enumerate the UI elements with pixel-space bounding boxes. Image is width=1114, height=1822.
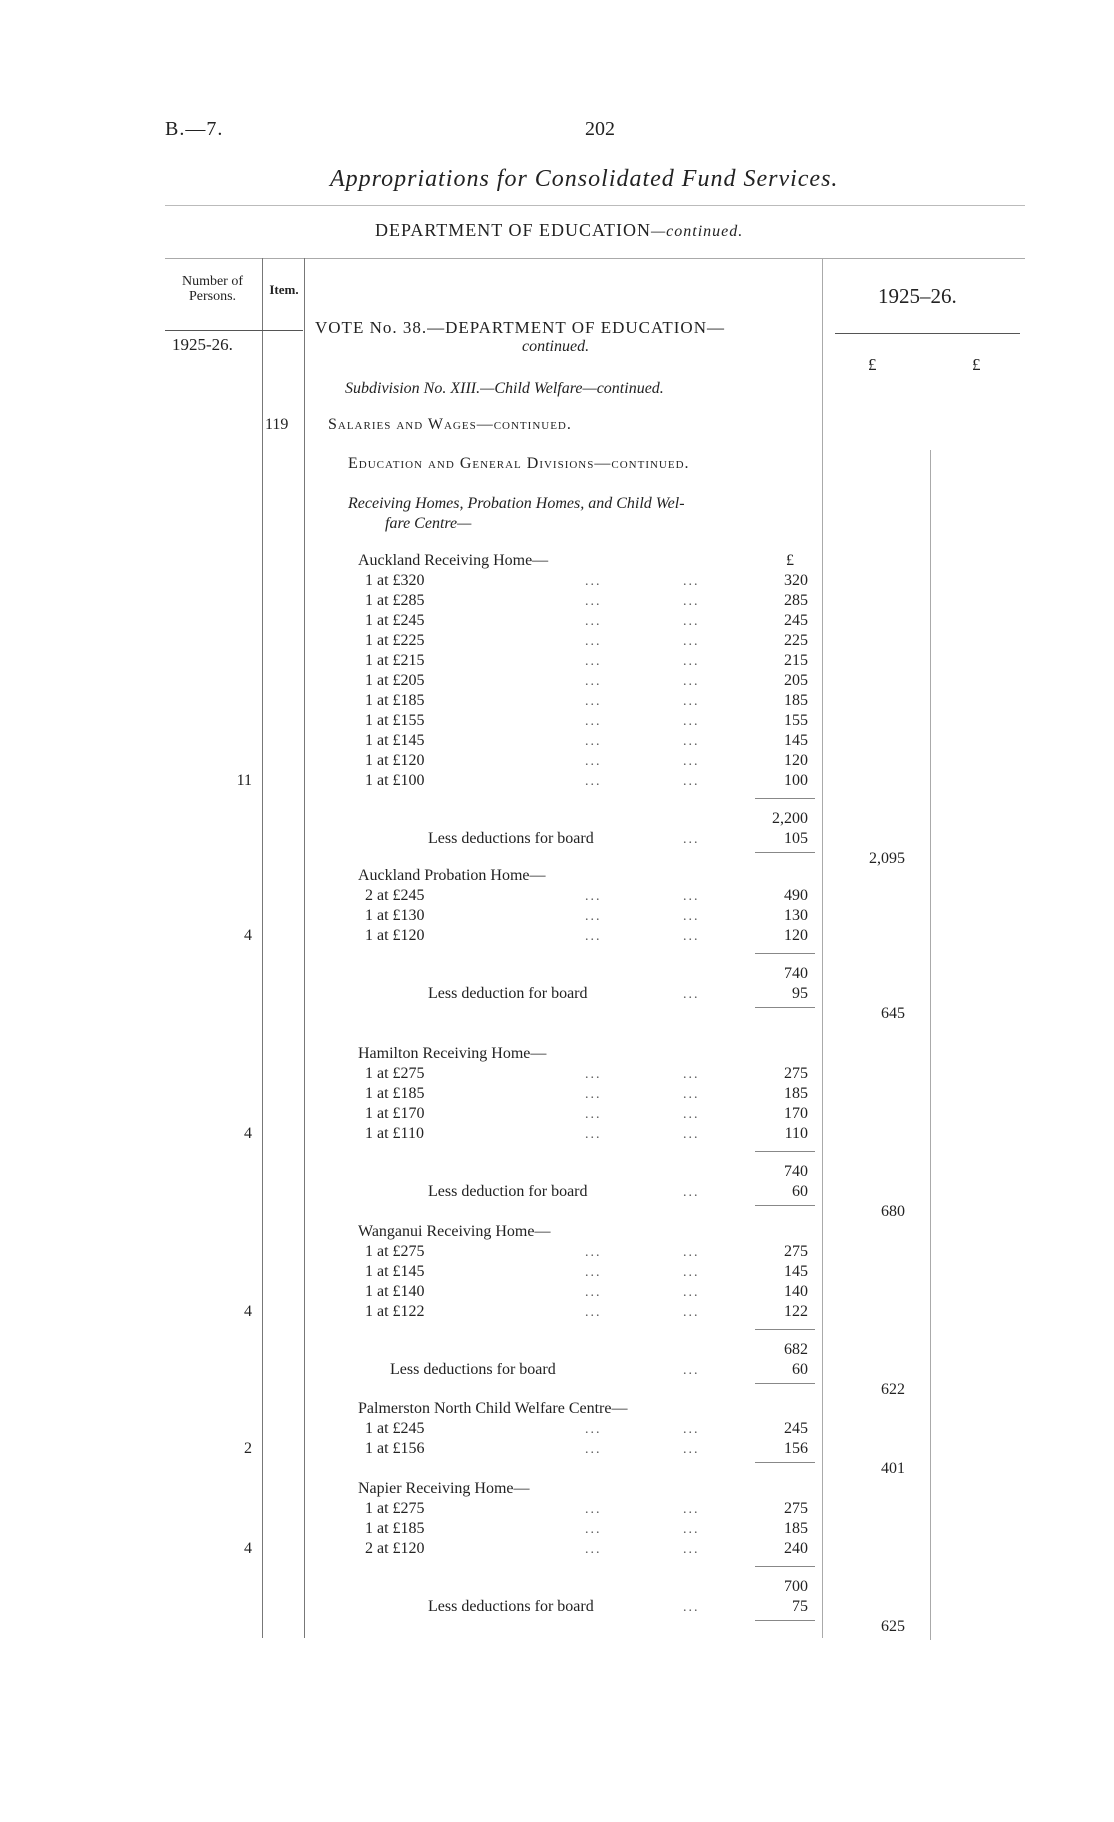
salary-line-label: 1 at £155: [365, 712, 425, 729]
leader-dots: ...: [683, 889, 700, 904]
group-name: Auckland Probation Home—: [358, 867, 546, 884]
salary-line-label: 1 at £122: [365, 1303, 425, 1320]
net-rule: [755, 1205, 815, 1206]
salary-line-label: 1 at £170: [365, 1105, 425, 1122]
salary-line-amount: 100: [784, 772, 808, 789]
leader-dots: ...: [585, 594, 602, 609]
leader-dots: ...: [585, 1305, 602, 1320]
salary-line-amount: 120: [784, 927, 808, 944]
leader-dots: ...: [585, 714, 602, 729]
salary-line-label: 1 at £245: [365, 1420, 425, 1437]
salary-line-label: 1 at £110: [365, 1125, 424, 1142]
leader-dots: ...: [683, 594, 700, 609]
right-column-divider: [930, 450, 931, 1640]
header-underline-right: [835, 333, 1020, 334]
title-rule: [165, 205, 1025, 206]
leader-dots: ...: [585, 1127, 602, 1142]
leader-dots: ...: [683, 1502, 700, 1517]
leader-dots: ...: [585, 909, 602, 924]
pound-column-1: £: [868, 355, 877, 374]
leader-dots: ...: [683, 929, 700, 944]
salary-line-label: 1 at £156: [365, 1440, 425, 1457]
salary-line-amount: 140: [784, 1283, 808, 1300]
subtotal-rule: [755, 1151, 815, 1152]
leader-dots: ...: [683, 832, 700, 847]
net-rule: [755, 1620, 815, 1621]
leader-dots: ...: [683, 1522, 700, 1537]
leader-dots: ...: [585, 1502, 602, 1517]
leader-dots: ...: [683, 909, 700, 924]
salary-line-amount: 110: [784, 1125, 808, 1142]
header-underline-left: [165, 330, 303, 331]
salary-line-amount: 240: [784, 1540, 808, 1557]
leader-dots: ...: [585, 1442, 602, 1457]
leader-dots: ...: [585, 1107, 602, 1122]
number-of-persons: 4: [244, 1125, 252, 1142]
persons-column-divider: [262, 258, 263, 1638]
leader-dots: ...: [585, 674, 602, 689]
salary-line-amount: 285: [784, 592, 808, 609]
salary-line-amount: 275: [784, 1065, 808, 1082]
item-header: Item.: [269, 282, 299, 297]
number-of-persons: 4: [244, 927, 252, 944]
number-of-persons: 4: [244, 1540, 252, 1557]
leader-dots: ...: [585, 1087, 602, 1102]
salary-line-label: 1 at £205: [365, 672, 425, 689]
leader-dots: ...: [683, 1363, 700, 1378]
salary-line-label: 1 at £185: [365, 1085, 425, 1102]
group-subtotal: 740: [784, 965, 808, 982]
group-net-total: 680: [881, 1203, 905, 1220]
table-top-rule: [165, 258, 1025, 259]
salary-line-label: 1 at £225: [365, 632, 425, 649]
leader-dots: ...: [585, 754, 602, 769]
leader-dots: ...: [683, 694, 700, 709]
subtotal-rule: [755, 1329, 815, 1330]
pound-sign: £: [786, 552, 794, 569]
leader-dots: ...: [683, 1087, 700, 1102]
leader-dots: ...: [683, 654, 700, 669]
salary-line-amount: 490: [784, 887, 808, 904]
leader-dots: ...: [585, 1265, 602, 1280]
page-title: Appropriations for Consolidated Fund Services.: [330, 166, 839, 192]
leader-dots: ...: [683, 734, 700, 749]
document-reference: B.—7.: [165, 118, 224, 140]
deduction-label: Less deductions for board: [428, 1598, 594, 1615]
salary-line-label: 2 at £120: [365, 1540, 425, 1557]
salary-line-amount: 245: [784, 1420, 808, 1437]
net-rule: [755, 1383, 815, 1384]
deduction-label: Less deductions for board: [390, 1361, 556, 1378]
net-rule: [755, 1462, 815, 1463]
leader-dots: ...: [683, 574, 700, 589]
salary-line-label: 1 at £100: [365, 772, 425, 789]
group-net-total: 622: [881, 1381, 905, 1398]
salary-line-label: 1 at £275: [365, 1500, 425, 1517]
salary-line-amount: 205: [784, 672, 808, 689]
salary-line-amount: 215: [784, 652, 808, 669]
leader-dots: ...: [683, 774, 700, 789]
leader-dots: ...: [683, 634, 700, 649]
leader-dots: ...: [683, 714, 700, 729]
leader-dots: ...: [683, 1422, 700, 1437]
leader-dots: ...: [585, 774, 602, 789]
group-name: Hamilton Receiving Home—: [358, 1045, 547, 1062]
salary-line-amount: 145: [784, 732, 808, 749]
department-name: DEPARTMENT OF EDUCATION: [375, 220, 651, 240]
year-left: 1925-26.: [172, 335, 233, 354]
leader-dots: ...: [585, 1422, 602, 1437]
salary-line-label: 1 at £130: [365, 907, 425, 924]
page-number: 202: [585, 118, 615, 140]
salary-line-amount: 156: [784, 1440, 808, 1457]
group-name: Napier Receiving Home—: [358, 1480, 530, 1497]
item-column-divider: [304, 258, 305, 1638]
vote-heading: VOTE No. 38.—DEPARTMENT OF EDUCATION—: [315, 318, 725, 337]
salary-line-label: 1 at £120: [365, 752, 425, 769]
deduction-amount: 75: [792, 1598, 808, 1615]
salary-line-label: 1 at £185: [365, 1520, 425, 1537]
leader-dots: ...: [585, 614, 602, 629]
leader-dots: ...: [585, 889, 602, 904]
leader-dots: ...: [585, 1542, 602, 1557]
salary-line-amount: 185: [784, 692, 808, 709]
group-net-total: 645: [881, 1005, 905, 1022]
group-net-total: 625: [881, 1618, 905, 1635]
leader-dots: ...: [683, 754, 700, 769]
salary-line-label: 1 at £145: [365, 1263, 425, 1280]
receiving-homes-heading: Receiving Homes, Probation Homes, and Child Wel-: [348, 495, 685, 512]
receiving-homes-heading-cont: fare Centre—: [385, 515, 472, 532]
group-subtotal: 700: [784, 1578, 808, 1595]
leader-dots: ...: [683, 614, 700, 629]
leader-dots: ...: [683, 1442, 700, 1457]
subtotal-rule: [755, 1566, 815, 1567]
group-subtotal: 2,200: [772, 810, 808, 827]
amount-column-divider: [822, 258, 823, 1638]
item-number: 119: [265, 416, 289, 433]
year-right: 1925–26.: [878, 284, 957, 308]
group-name: Palmerston North Child Welfare Centre—: [358, 1400, 628, 1417]
education-divisions-heading: Education and General Divisions—continued.: [348, 455, 690, 472]
salary-line-amount: 320: [784, 572, 808, 589]
salary-line-amount: 275: [784, 1500, 808, 1517]
leader-dots: ...: [585, 1522, 602, 1537]
deduction-label: Less deduction for board: [428, 985, 588, 1002]
leader-dots: ...: [683, 1067, 700, 1082]
salary-line-amount: 185: [784, 1085, 808, 1102]
salary-line-label: 1 at £245: [365, 612, 425, 629]
number-of-persons: 11: [236, 772, 252, 789]
salary-line-amount: 275: [784, 1243, 808, 1260]
department-suffix: —continued.: [650, 223, 744, 240]
deduction-label: Less deductions for board: [428, 830, 594, 847]
leader-dots: ...: [683, 674, 700, 689]
salary-line-amount: 225: [784, 632, 808, 649]
salary-line-label: 1 at £145: [365, 732, 425, 749]
leader-dots: ...: [585, 1285, 602, 1300]
salary-line-label: 1 at £215: [365, 652, 425, 669]
department-heading: [375, 220, 743, 241]
salary-line-label: 1 at £275: [365, 1065, 425, 1082]
leader-dots: ...: [683, 1542, 700, 1557]
leader-dots: ...: [683, 987, 700, 1002]
salary-line-amount: 120: [784, 752, 808, 769]
subdivision-heading: Subdivision No. XIII.—Child Welfare—continued.: [345, 380, 664, 397]
leader-dots: ...: [683, 1600, 700, 1615]
net-rule: [755, 852, 815, 853]
leader-dots: ...: [585, 654, 602, 669]
deduction-label: Less deduction for board: [428, 1183, 588, 1200]
group-net-total: 2,095: [869, 850, 905, 867]
group-name: Auckland Receiving Home—: [358, 552, 549, 569]
deduction-amount: 95: [792, 985, 808, 1002]
leader-dots: ...: [585, 634, 602, 649]
leader-dots: ...: [683, 1107, 700, 1122]
pound-column-2: £: [972, 355, 981, 374]
salary-line-label: 1 at £320: [365, 572, 425, 589]
leader-dots: ...: [585, 574, 602, 589]
subtotal-rule: [755, 953, 815, 954]
salaries-heading: Salaries and Wages—continued.: [328, 416, 572, 433]
salary-line-label: 1 at £185: [365, 692, 425, 709]
leader-dots: ...: [585, 694, 602, 709]
number-of-persons: 4: [244, 1303, 252, 1320]
number-of-persons: 2: [244, 1440, 252, 1457]
salary-line-amount: 145: [784, 1263, 808, 1280]
salary-line-amount: 122: [784, 1303, 808, 1320]
salary-line-amount: 155: [784, 712, 808, 729]
group-subtotal: 682: [784, 1341, 808, 1358]
leader-dots: ...: [585, 1245, 602, 1260]
salary-line-amount: 245: [784, 612, 808, 629]
deduction-amount: 60: [792, 1361, 808, 1378]
group-net-total: 401: [881, 1460, 905, 1477]
salary-line-label: 1 at £120: [365, 927, 425, 944]
salary-line-amount: 185: [784, 1520, 808, 1537]
salary-line-label: 1 at £140: [365, 1283, 425, 1300]
deduction-amount: 105: [784, 830, 808, 847]
subtotal-rule: [755, 798, 815, 799]
salary-line-amount: 130: [784, 907, 808, 924]
salary-line-label: 1 at £285: [365, 592, 425, 609]
group-subtotal: 740: [784, 1163, 808, 1180]
leader-dots: ...: [585, 1067, 602, 1082]
leader-dots: ...: [683, 1127, 700, 1142]
leader-dots: ...: [585, 734, 602, 749]
leader-dots: ...: [683, 1285, 700, 1300]
group-name: Wanganui Receiving Home—: [358, 1223, 551, 1240]
salary-line-amount: 170: [784, 1105, 808, 1122]
salary-line-label: 2 at £245: [365, 887, 425, 904]
leader-dots: ...: [683, 1265, 700, 1280]
leader-dots: ...: [585, 929, 602, 944]
leader-dots: ...: [683, 1245, 700, 1260]
leader-dots: ...: [683, 1305, 700, 1320]
number-of-persons-header: Number of Persons.: [181, 274, 244, 304]
leader-dots: ...: [683, 1185, 700, 1200]
net-rule: [755, 1007, 815, 1008]
deduction-amount: 60: [792, 1183, 808, 1200]
vote-continued: continued.: [522, 338, 590, 355]
salary-line-label: 1 at £275: [365, 1243, 425, 1260]
